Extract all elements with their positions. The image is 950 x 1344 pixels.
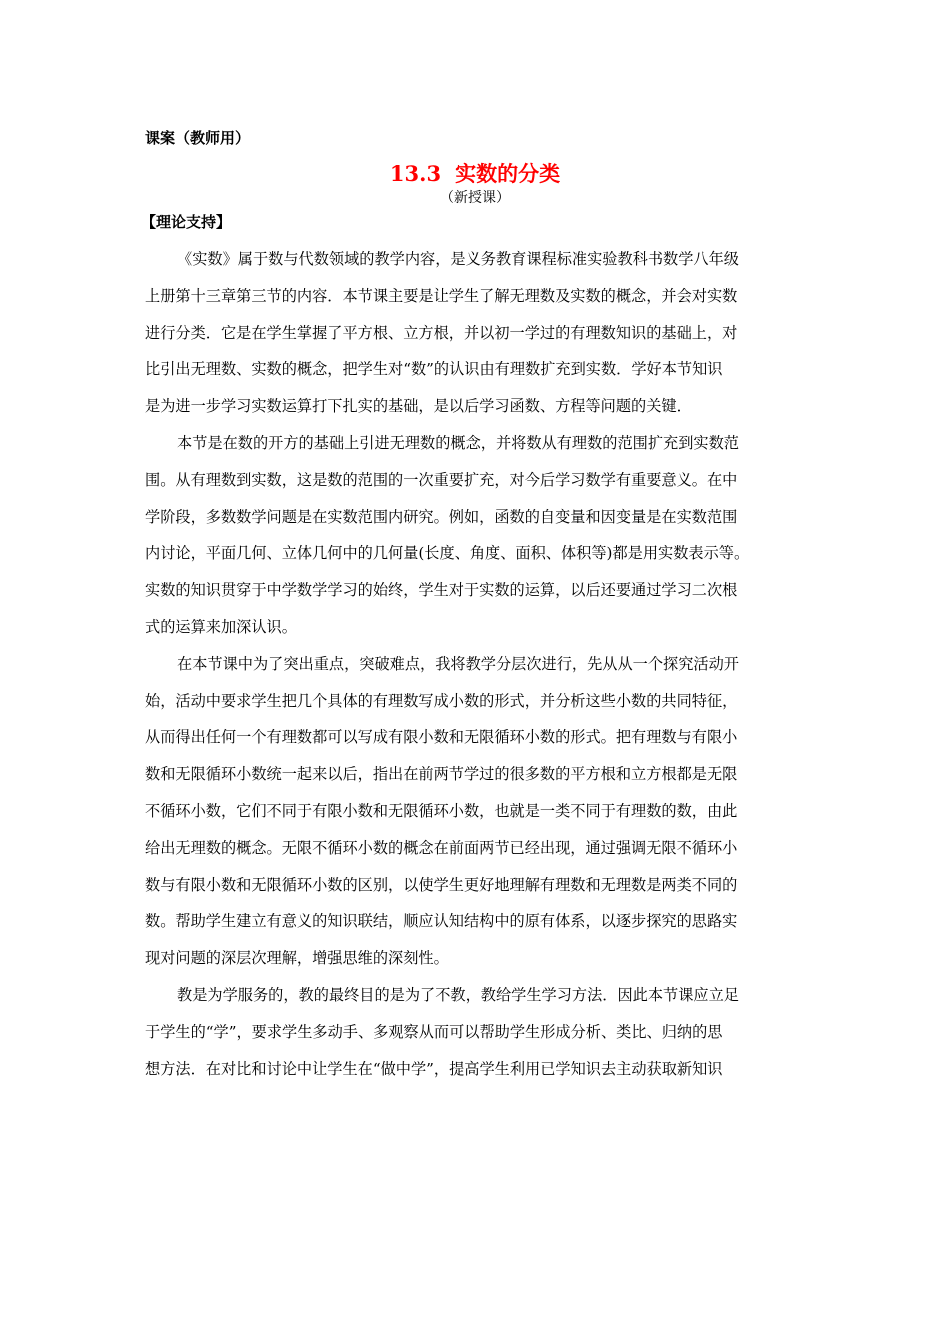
paragraph-line: 现对问题的深层次理解，增强思维的深刻性。 <box>145 949 449 968</box>
section-heading: 【理论支持】 <box>141 213 232 231</box>
paragraph <box>145 425 810 646</box>
lesson-title-text: 实数的分类 <box>455 161 561 186</box>
lesson-title <box>0 158 950 188</box>
paragraph-line: 给出无理数的概念。无限不循环小数的概念在前面两节已经出现，通过强调无限不循环小 <box>145 838 738 857</box>
paragraph-line: 数与有限小数和无限循环小数的区别，以使学生更好地理解有理数和无理数是两类不同的 <box>145 875 738 894</box>
paragraph-line: 式的运算来加深认识。 <box>145 617 297 636</box>
lesson-subtitle: （新授课） <box>440 190 510 206</box>
paragraph-line: 不循环小数，它们不同于有限小数和无限循环小数，也就是一类不同于有理数的数，由此 <box>145 801 738 820</box>
paragraph <box>145 241 810 425</box>
paragraph-line: 于学生的“学”，要求学生多动手、多观察从而可以帮助学生形成分析、类比、归纳的思 <box>145 1022 723 1041</box>
document-header-label: 课案（教师用） <box>145 129 251 147</box>
paragraph-line: 教是为学服务的，教的最终目的是为了不教，教给学生学习方法．因此本节课应立足 <box>177 985 739 1004</box>
paragraph-line: 比引出无理数、实数的概念，把学生对“数”的认识由有理数扩充到实数．学好本节知识 <box>145 360 723 379</box>
paragraph-line: 实数的知识贯穿于中学数学学习的始终，学生对于实数的运算，以后还要通过学习二次根 <box>145 581 738 600</box>
paragraph-line: 数和无限循环小数统一起来以后，指出在前两节学过的很多数的平方根和立方根都是无限 <box>145 765 738 784</box>
lesson-title-number: 13.3 <box>389 161 442 186</box>
paragraph <box>145 646 810 977</box>
paragraph-line: 在本节课中为了突出重点，突破难点，我将教学分层次进行，先从从一个探究活动开 <box>177 654 739 673</box>
paragraph-line: 数。帮助学生建立有意义的知识联结，顺应认知结构中的原有体系，以逐步探究的思路实 <box>145 912 738 931</box>
paragraph-line: 始，活动中要求学生把几个具体的有理数写成小数的形式，并分析这些小数的共同特征， <box>145 691 738 710</box>
paragraph-line: 是为进一步学习实数运算打下扎实的基础，是以后学习函数、方程等问题的关键． <box>145 397 692 416</box>
paragraph-line: 《实数》属于数与代数领域的教学内容，是义务教育课程标准实验教科书数学八年级 <box>177 250 739 268</box>
paragraph-line: 上册第十三章第三节的内容．本节课主要是让学生了解无理数及实数的概念，并会对实数 <box>145 286 738 305</box>
body-text <box>145 241 810 1087</box>
paragraph-line: 内讨论，平面几何、立体几何中的几何量(长度、角度、面积、体积等)都是用实数表示等。 <box>145 544 750 563</box>
paragraph-line: 从而得出任何一个有理数都可以写成有限小数和无限循环小数的形式。把有理数与有限小 <box>145 728 738 747</box>
paragraph-line: 学阶段，多数数学问题是在实数范围内研究。例如，函数的自变量和因变量是在实数范围 <box>145 507 738 526</box>
paragraph <box>145 977 810 1087</box>
paragraph-line: 进行分类．它是在学生掌握了平方根、立方根，并以初一学过的有理数知识的基础上，对 <box>145 323 738 342</box>
paragraph-line: 围。从有理数到实数，这是数的范围的一次重要扩充，对今后学习数学有重要意义。在中 <box>145 470 738 489</box>
paragraph-line: 本节是在数的开方的基础上引进无理数的概念，并将数从有理数的范围扩充到实数范 <box>177 433 739 452</box>
paragraph-line: 想方法．在对比和讨论中让学生在“做中学”，提高学生利用已学知识去主动获取新知识 <box>145 1059 723 1078</box>
